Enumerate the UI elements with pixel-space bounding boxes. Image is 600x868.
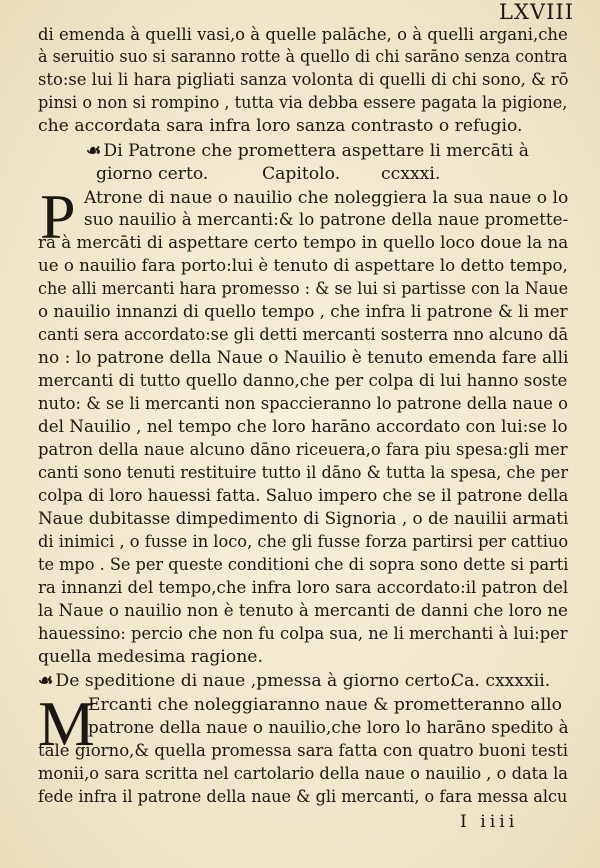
chapter-heading-text: De speditione di naue ,pmessa à giorno certo. [55, 671, 456, 691]
drop-cap: P [40, 181, 76, 252]
chapter-number: ccxxxi. [381, 164, 441, 184]
text-line: sto:se lui li hara pigliati sanza volonta di quelli di chi sono, & rō [38, 70, 569, 90]
text-line: ue o nauilio fara porto:lui è tenuto di aspettare lo detto tempo, [38, 256, 568, 276]
text-line: che alli mercanti hara promesso : & se lui si partisse con la Naue [38, 279, 569, 299]
text-line: quella medesima ragione. [38, 647, 263, 667]
text-line: pinsi o non si rompino , tutta via debba essere pagata la pigione, [38, 93, 568, 113]
chapter-heading [86, 140, 529, 162]
pilcrow-icon: ☙ [38, 671, 54, 691]
text-line: di inimici , o fusse in loco, che gli fusse forza partirsi per cattiuo [38, 532, 569, 552]
text-line: che accordata sara infra loro sanza contrasto o refugio. [38, 116, 523, 136]
text-line: Atrone di naue o nauilio che noleggiera la sua naue o lo [84, 188, 569, 208]
text-line: te mpo . Se per queste conditioni che di sopra sono dette si parti [38, 555, 569, 575]
chapter-number: Ca. cxxxxii. [451, 671, 551, 691]
text-line: tale giorno,& quella promessa sara fatta con quatro buoni testi [38, 741, 569, 761]
text-line: canti sera accordato:se gli detti mercanti sosterra nno alcuno dā [38, 325, 569, 345]
text-line: fede infra il patrone della naue & gli mercanti, o fara messa alcu [38, 787, 568, 807]
text-line: nuto: & se li mercanti non spaccieranno lo patrone della naue o [38, 394, 569, 414]
chapter-heading-line2: giorno certo. [96, 164, 209, 184]
text-line: o nauilio innanzi di quello tempo , che infra li patrone & li mer [38, 302, 568, 322]
text-line: del Nauilio , nel tempo che loro harāno accordato con lui:se lo [38, 417, 568, 437]
text-line: la Naue o nauilio non è tenuto à mercanti de danni che loro ne [38, 601, 568, 621]
text-line: Ercanti che noleggiaranno naue & prometteranno allo [88, 695, 562, 715]
text-line: patrone della naue o nauilio,che loro lo harāno spedito à [88, 718, 569, 738]
text-line: mercanti di tutto quello danno,che per colpa di lui hanno soste [38, 371, 568, 391]
text-line: di emenda à quelli vasi,o à quelle palāche, o à quelli argani,che [38, 25, 568, 45]
text-line: colpa di loro hauessi fatta. Saluo impero che se il patrone della [38, 486, 569, 506]
text-line: monii,o sara scritta nel cartolario della naue o nauilio , o data la [38, 764, 568, 784]
text-line: hauessino: percio che non fu colpa sua, ne li merchanti à lui:per [38, 624, 568, 644]
text-line: Naue dubitasse dimpedimento di Signoria , o de nauilii armati [38, 509, 569, 529]
drop-cap: M [38, 688, 95, 759]
chapter-heading [38, 670, 455, 692]
text-line: canti sono tenuti restituire tutto il dāno & tutta la spesa, che per [38, 463, 569, 483]
folio-number: LXVIII [499, 0, 574, 24]
text-line: no : lo patrone della Naue o Nauilio è tenuto emenda fare alli [38, 348, 569, 368]
text-line: ra à mercāti di aspettare certo tempo in quello loco doue la na [38, 233, 569, 253]
chapter-heading-text: Di Patrone che promettera aspettare li mercāti à [103, 141, 529, 161]
pilcrow-icon: ☙ [86, 141, 102, 161]
chapter-label: Capitolo. [262, 164, 341, 184]
text-line: suo nauilio à mercanti:& lo patrone della naue promette- [84, 210, 569, 230]
text-line: ra innanzi del tempo,che infra loro sara accordato:il patron del [38, 578, 569, 598]
text-line: à seruitio suo si saranno rotte à quello di chi sarāno senza contra [38, 47, 568, 67]
signature-mark: I iiii [460, 812, 519, 832]
text-line: patron della naue alcuno dāno riceuera,o fara piu spesa:gli mer [38, 440, 568, 460]
